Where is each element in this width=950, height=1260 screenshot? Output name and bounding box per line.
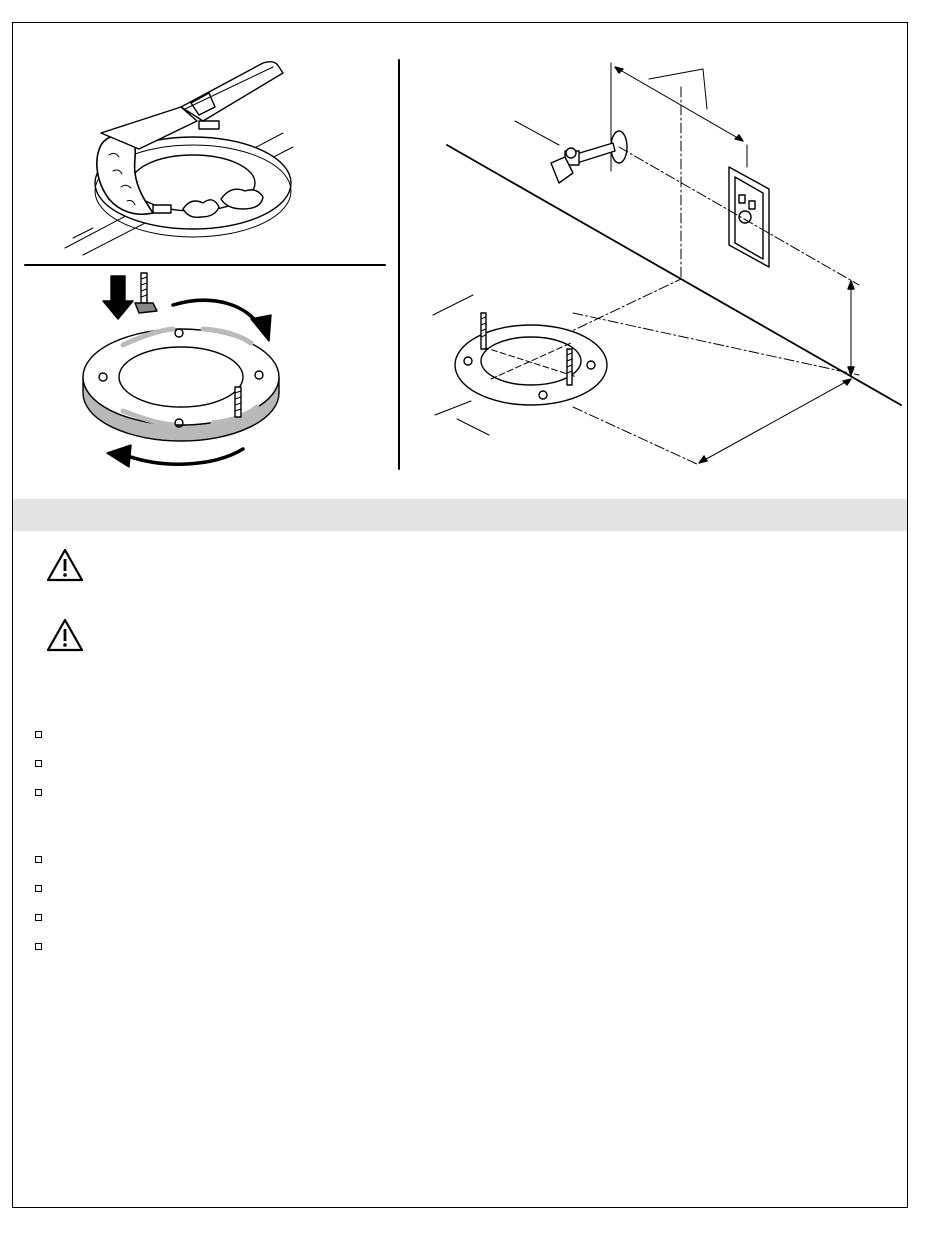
- section-header-band: [13, 499, 907, 531]
- checklist-box[interactable]: [35, 885, 42, 892]
- checklist-box[interactable]: [35, 731, 42, 738]
- flange-rotation-illustration: [83, 273, 279, 467]
- checklist-box[interactable]: [35, 914, 42, 921]
- rotate-arrow-icon: [251, 315, 271, 341]
- warning-triangle-icon: [45, 617, 85, 653]
- checklist-box[interactable]: [35, 760, 42, 767]
- checklist-box[interactable]: [35, 789, 42, 796]
- scraper-illustration: [65, 62, 293, 255]
- warning-triangle-icon: [45, 547, 85, 583]
- installation-illustrations: [13, 23, 907, 499]
- rough-in-layout-illustration: [433, 63, 901, 465]
- checklist-box[interactable]: [35, 943, 42, 950]
- down-arrow-icon: [103, 276, 133, 319]
- page-frame: [12, 22, 908, 1208]
- checklist-box[interactable]: [35, 856, 42, 863]
- rotate-arrow-icon: [107, 445, 131, 467]
